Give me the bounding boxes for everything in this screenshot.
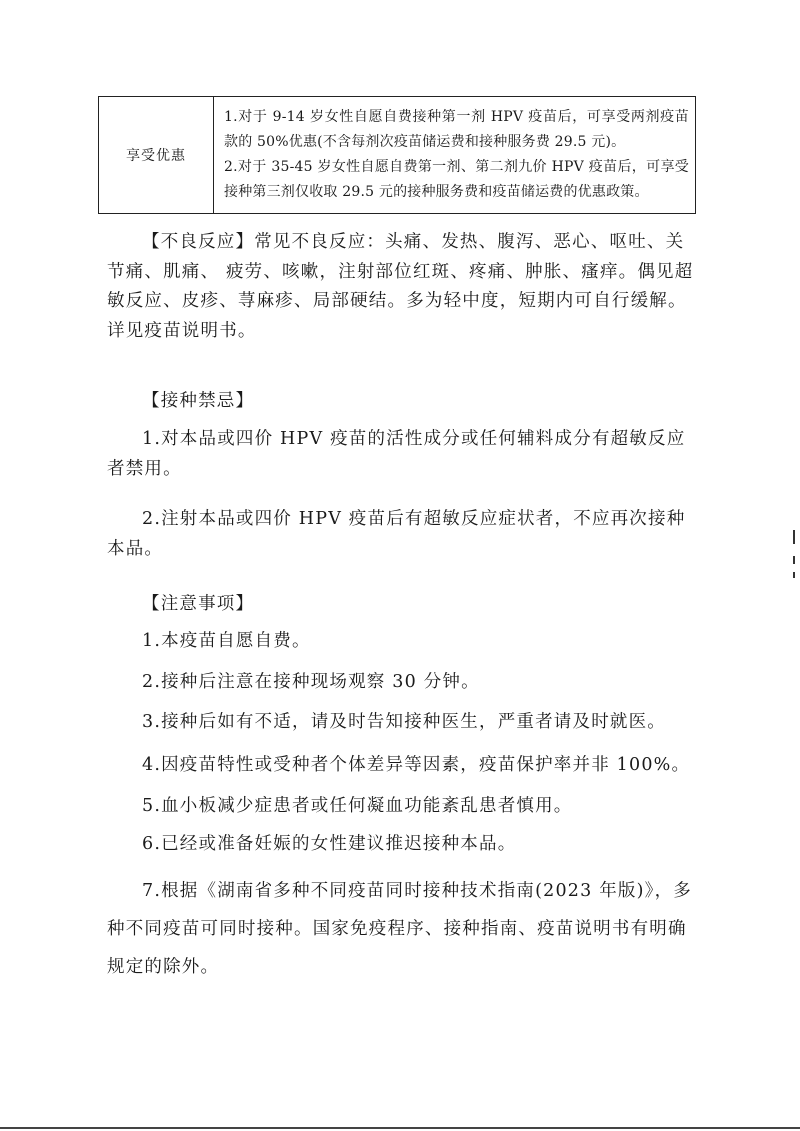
precaution-item-2: 2.接种后注意在接种现场观察 30 分钟。 (142, 672, 480, 692)
contraindication-item-1: 1.对本品或四价 HPV 疫苗的活性成分或任何辅料成分有超敏反应者禁用。 (107, 429, 686, 479)
contraindication-item-2: 2.注射本品或四价 HPV 疫苗后有超敏反应症状者，不应再次接种本品。 (107, 509, 686, 559)
page-bottom-border (0, 1127, 800, 1129)
offer-details (214, 97, 696, 214)
precaution-item-1: 1.本疫苗自愿自费。 (142, 631, 311, 651)
precaution-item-3: 3.接种后如有不适，请及时告知接种医生，严重者请及时就医。 (142, 712, 666, 732)
adverse-reactions-text: 常见不良反应：头痛、发热、腹泻、恶心、呕吐、关节痛、肌痛、 疲劳、咳嗽，注射部位红斑、疼痛、肿胀、瘙痒。偶见超敏反应、皮疹、荨麻疹、局部硬结。多为轻中度，短期内可自行缓解。详见疫苗说明书。 (107, 232, 694, 341)
adverse-reactions-paragraph (107, 228, 699, 346)
contraindications-heading: 【接种禁忌】 (142, 391, 255, 411)
scan-edge-mark (793, 530, 795, 544)
precaution-item-6: 6.已经或准备妊娠的女性建议推迟接种本品。 (142, 834, 517, 854)
offer-table (98, 96, 696, 214)
offer-item-2: 2.对于 35-45 岁女性自愿自费第一剂、第二剂九价 HPV 疫苗后，可享受接种第三剂仅收取 29.5 元的接种服务费和疫苗储运费的优惠政策。 (224, 159, 689, 200)
scan-edge-mark (793, 572, 795, 578)
precautions-heading: 【注意事项】 (142, 594, 255, 614)
precaution-item-5: 5.血小板减少症患者或任何凝血功能紊乱患者慎用。 (142, 796, 573, 816)
adverse-reactions-heading: 【不良反应】 (142, 232, 255, 252)
precaution-item-4: 4.因疫苗特性或受种者个体差异等因素，疫苗保护率并非 100%。 (142, 755, 691, 775)
offer-label: 享受优惠 (99, 97, 214, 214)
precaution-item-7: 7.根据《湖南省多种不同疫苗同时接种技术指南(2023 年版)》，多种不同疫苗可同时接种。国家免疫程序、接种指南、疫苗说明书有明确规定的除外。 (107, 881, 692, 977)
scan-edge-mark (793, 556, 795, 564)
offer-item-1: 1.对于 9-14 岁女性自愿自费接种第一剂 HPV 疫苗后，可享受两剂疫苗款的 50%优惠(不含每剂次疫苗储运费和接种服务费 29.5 元)。 (224, 109, 689, 150)
